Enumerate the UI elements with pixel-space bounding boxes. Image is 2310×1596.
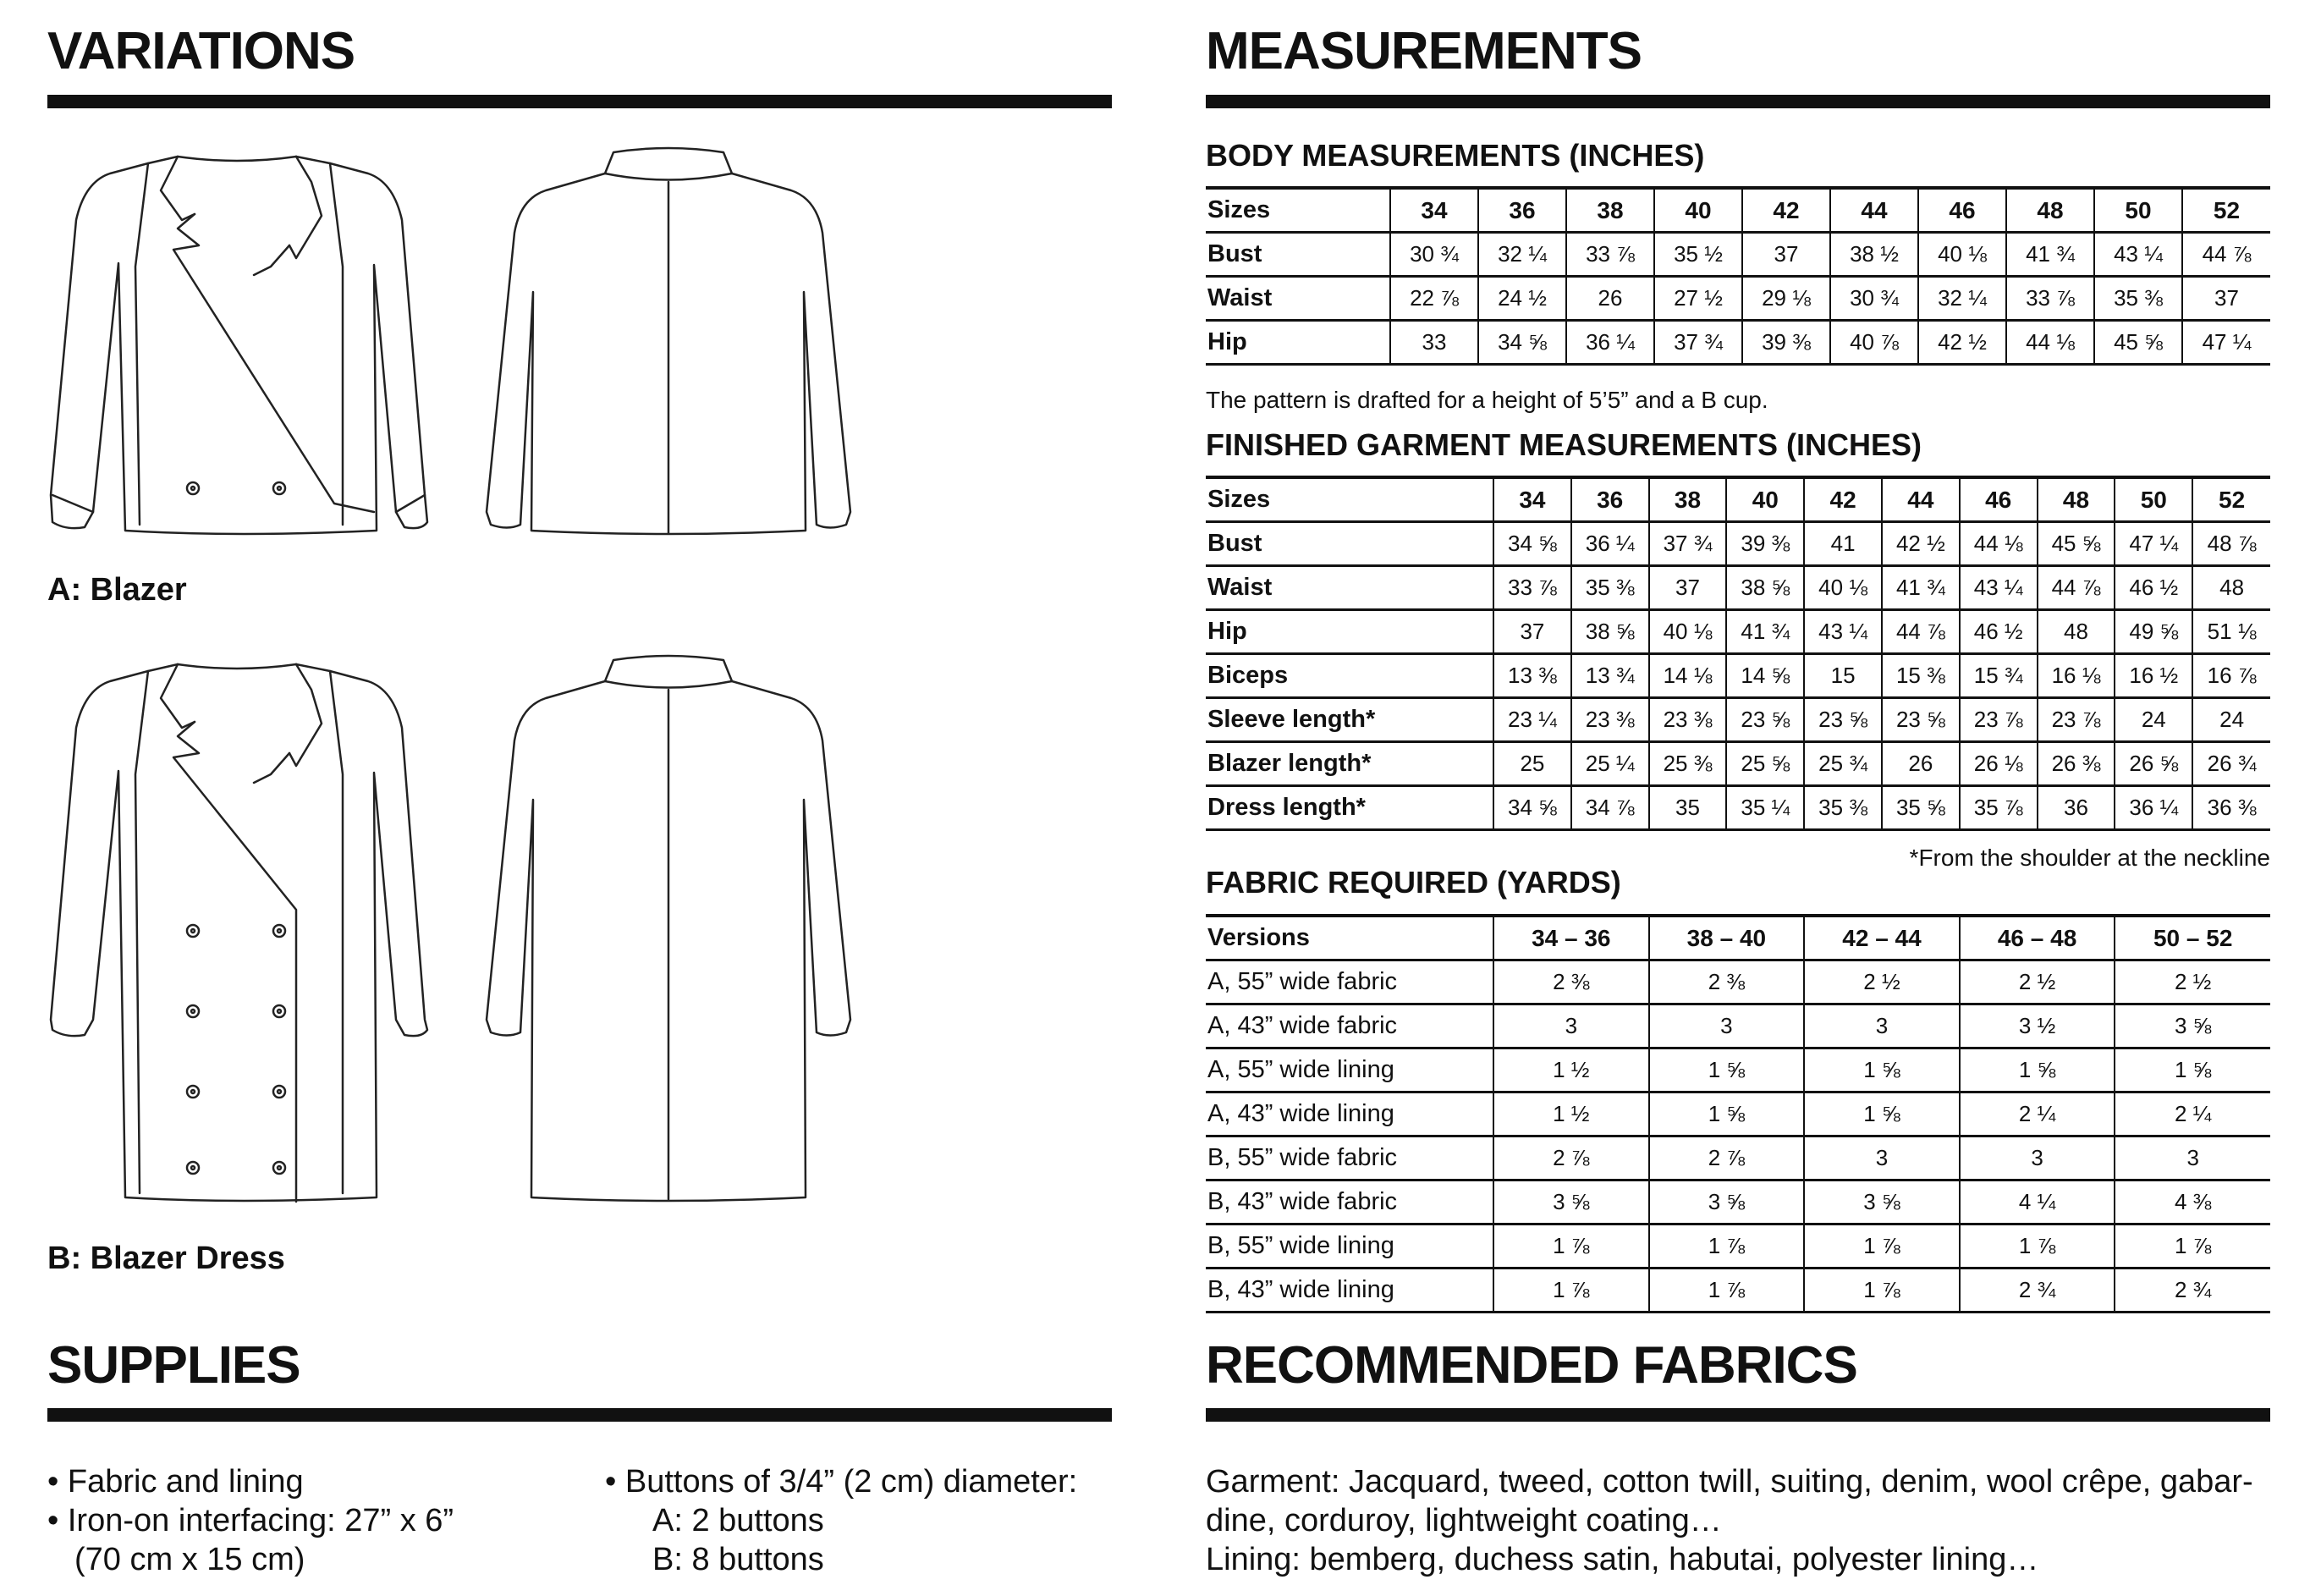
table-cell: 30 ¾	[1830, 277, 1918, 321]
table-cell: 35 ⅞	[1960, 786, 2038, 830]
supply-item: B: 8 buttons	[652, 1542, 824, 1577]
size-range-header: 38 – 40	[1649, 916, 1805, 960]
supply-item: • Fabric and lining	[47, 1464, 304, 1500]
table-cell: 3 ⅝	[2115, 1004, 2270, 1048]
size-range-header: 50 – 52	[2115, 916, 2270, 960]
table-cell: 2 ¾	[1960, 1269, 2115, 1313]
table-cell: 26	[1566, 277, 1654, 321]
table-cell: 1 ⅝	[1804, 1092, 1960, 1136]
table-cell: 43 ¼	[2094, 233, 2182, 277]
table-cell: 25 ¾	[1804, 742, 1882, 786]
table-cell: 1 ⅝	[2115, 1048, 2270, 1092]
table-row	[1206, 477, 2270, 522]
table-cell: 40 ⅛	[1804, 566, 1882, 610]
supply-item: A: 2 buttons	[652, 1503, 824, 1538]
table-cell: 27 ½	[1654, 277, 1742, 321]
table-cell: 13 ¾	[1571, 654, 1649, 698]
table-cell: 44 ⅛	[1960, 522, 2038, 566]
table-cell: 49 ⅝	[2115, 610, 2192, 654]
size-header: 46	[1960, 477, 2038, 522]
table-cell: 36 ¼	[1566, 321, 1654, 365]
size-header: 44	[1830, 188, 1918, 233]
table-cell: 16 ⅞	[2192, 654, 2270, 698]
table-cell: 32 ¼	[1478, 233, 1566, 277]
table-cell: 23 ⅝	[1804, 698, 1882, 742]
table-cell: 42 ½	[1918, 321, 2006, 365]
size-header: 36	[1571, 477, 1649, 522]
row-label: A, 55” wide fabric	[1206, 960, 1493, 1004]
table-cell: 44 ⅞	[1882, 610, 1960, 654]
finished-measurements-table	[1206, 476, 2270, 831]
size-header: 40	[1726, 477, 1804, 522]
table-cell: 36 ¼	[2115, 786, 2192, 830]
table-cell: 1 ⅞	[1493, 1225, 1649, 1269]
table-cell: 1 ⅝	[1649, 1092, 1805, 1136]
table-row	[1206, 1048, 2270, 1092]
table-row	[1206, 1269, 2270, 1313]
table-cell: 42 ½	[1882, 522, 1960, 566]
table-cell: 23 ⅝	[1882, 698, 1960, 742]
table-row	[1206, 566, 2270, 610]
table-cell: 33 ⅞	[1566, 233, 1654, 277]
table-cell: 37 ¾	[1654, 321, 1742, 365]
versions-header-label: Versions	[1206, 916, 1493, 960]
row-label: Dress length*	[1206, 786, 1493, 830]
table-cell: 35 ¼	[1726, 786, 1804, 830]
table-cell: 2 ⅞	[1649, 1136, 1805, 1180]
table-cell: 24	[2192, 698, 2270, 742]
table-cell: 3 ⅝	[1649, 1180, 1805, 1225]
table-row	[1206, 960, 2270, 1004]
table-cell: 2 ½	[2115, 960, 2270, 1004]
fabric-line: dine, corduroy, lightweight coating…	[1206, 1503, 1722, 1538]
table-cell: 15	[1804, 654, 1882, 698]
table-cell: 33 ⅞	[1493, 566, 1571, 610]
table-row	[1206, 1004, 2270, 1048]
table-cell: 35 ⅜	[1571, 566, 1649, 610]
table-cell: 3 ½	[1960, 1004, 2115, 1048]
table-cell: 25 ¼	[1571, 742, 1649, 786]
size-header: 48	[2006, 188, 2094, 233]
table-row	[1206, 610, 2270, 654]
table-cell: 41 ¾	[1726, 610, 1804, 654]
table-cell: 2 ½	[1804, 960, 1960, 1004]
table-cell: 2 ⅞	[1493, 1136, 1649, 1180]
table-cell: 35	[1649, 786, 1727, 830]
table-cell: 26 ¾	[2192, 742, 2270, 786]
row-label: A, 55” wide lining	[1206, 1048, 1493, 1092]
table-cell: 37 ¾	[1649, 522, 1727, 566]
size-range-header: 42 – 44	[1804, 916, 1960, 960]
size-header: 34	[1493, 477, 1571, 522]
table-cell: 41	[1804, 522, 1882, 566]
size-header: 46	[1918, 188, 2006, 233]
table-cell: 37	[1649, 566, 1727, 610]
table-cell: 37	[1493, 610, 1571, 654]
table-cell: 16 ½	[2115, 654, 2192, 698]
table-cell: 2 ¼	[2115, 1092, 2270, 1136]
length-footnote: *From the shoulder at the neckline	[1909, 845, 2270, 871]
table-cell: 1 ⅝	[1804, 1048, 1960, 1092]
table-cell: 2 ¾	[2115, 1269, 2270, 1313]
fabric-line: Garment: Jacquard, tweed, cotton twill, suiting, denim, wool crêpe, gabar-	[1206, 1464, 2253, 1500]
table-row	[1206, 1225, 2270, 1269]
supplies-list-right	[605, 1462, 1077, 1579]
table-cell: 2 ⅜	[1649, 960, 1805, 1004]
size-header: 52	[2192, 477, 2270, 522]
table-cell: 34 ⅝	[1478, 321, 1566, 365]
blazer-dress-front-drawing	[42, 647, 432, 1210]
table-cell: 1 ⅞	[1493, 1269, 1649, 1313]
table-cell: 14 ⅛	[1649, 654, 1727, 698]
recommended-fabrics-heading: RECOMMENDED FABRICS	[1206, 1336, 1857, 1395]
table-row	[1206, 522, 2270, 566]
table-cell: 39 ⅜	[1726, 522, 1804, 566]
table-cell: 2 ½	[1960, 960, 2115, 1004]
table-cell: 3 ⅝	[1493, 1180, 1649, 1225]
table-cell: 26 ⅝	[2115, 742, 2192, 786]
table-cell: 48	[2038, 610, 2115, 654]
table-cell: 3	[1493, 1004, 1649, 1048]
table-cell: 23 ⅜	[1649, 698, 1727, 742]
table-cell: 32 ¼	[1918, 277, 2006, 321]
table-cell: 23 ⅝	[1726, 698, 1804, 742]
table-cell: 23 ⅞	[2038, 698, 2115, 742]
table-cell: 38 ½	[1830, 233, 1918, 277]
table-cell: 25 ⅜	[1649, 742, 1727, 786]
table-row	[1206, 654, 2270, 698]
row-label: Sleeve length*	[1206, 698, 1493, 742]
table-cell: 1 ⅞	[1649, 1269, 1805, 1313]
table-cell: 25	[1493, 742, 1571, 786]
size-header: 50	[2094, 188, 2182, 233]
table-cell: 4 ⅜	[2115, 1180, 2270, 1225]
supply-item: (70 cm x 15 cm)	[74, 1542, 305, 1577]
table-cell: 40 ⅛	[1918, 233, 2006, 277]
table-cell: 26	[1882, 742, 1960, 786]
size-header: 42	[1742, 188, 1830, 233]
table-cell: 48 ⅞	[2192, 522, 2270, 566]
table-cell: 3	[1804, 1004, 1960, 1048]
table-cell: 1 ½	[1493, 1092, 1649, 1136]
recommended-fabrics-text	[1206, 1462, 2253, 1579]
fabric-required-table	[1206, 914, 2270, 1313]
body-measurements-table	[1206, 186, 2270, 366]
table-cell: 45 ⅝	[2094, 321, 2182, 365]
table-cell: 40 ⅛	[1649, 610, 1727, 654]
table-cell: 1 ⅞	[1804, 1269, 1960, 1313]
table-cell: 43 ¼	[1960, 566, 2038, 610]
finished-measurements-title: FINISHED GARMENT MEASUREMENTS (INCHES)	[1206, 427, 1922, 462]
row-label: Waist	[1206, 277, 1390, 321]
table-cell: 44 ⅞	[2038, 566, 2115, 610]
table-cell: 1 ⅞	[1649, 1225, 1805, 1269]
row-label: Biceps	[1206, 654, 1493, 698]
table-cell: 38 ⅝	[1571, 610, 1649, 654]
table-cell: 34 ⅞	[1571, 786, 1649, 830]
size-header: 52	[2182, 188, 2270, 233]
size-range-header: 46 – 48	[1960, 916, 2115, 960]
table-cell: 37	[1742, 233, 1830, 277]
table-cell: 30 ¾	[1390, 233, 1478, 277]
table-cell: 34 ⅝	[1493, 786, 1571, 830]
table-cell: 1 ⅝	[1960, 1048, 2115, 1092]
table-cell: 35 ½	[1654, 233, 1742, 277]
table-row	[1206, 1092, 2270, 1136]
table-cell: 24 ½	[1478, 277, 1566, 321]
table-cell: 1 ⅞	[1804, 1225, 1960, 1269]
table-cell: 24	[2115, 698, 2192, 742]
size-header: 38	[1566, 188, 1654, 233]
table-cell: 1 ⅝	[1649, 1048, 1805, 1092]
table-cell: 26 ⅜	[2038, 742, 2115, 786]
table-cell: 2 ¼	[1960, 1092, 2115, 1136]
size-header: 34	[1390, 188, 1478, 233]
table-row	[1206, 698, 2270, 742]
table-cell: 22 ⅞	[1390, 277, 1478, 321]
table-cell: 29 ⅛	[1742, 277, 1830, 321]
table-cell: 40 ⅞	[1830, 321, 1918, 365]
measurements-heading: MEASUREMENTS	[1206, 22, 1642, 80]
table-row	[1206, 321, 2270, 365]
table-cell: 36	[2038, 786, 2115, 830]
size-header: 48	[2038, 477, 2115, 522]
table-row	[1206, 277, 2270, 321]
table-cell: 48	[2192, 566, 2270, 610]
table-cell: 33	[1390, 321, 1478, 365]
table-cell: 35 ⅝	[1882, 786, 1960, 830]
size-range-header: 34 – 36	[1493, 916, 1649, 960]
row-label: Waist	[1206, 566, 1493, 610]
table-row	[1206, 742, 2270, 786]
table-cell: 41 ¾	[2006, 233, 2094, 277]
blazer-front-drawing	[42, 140, 432, 546]
table-cell: 1 ½	[1493, 1048, 1649, 1092]
supply-item: • Iron-on interfacing: 27” x 6”	[47, 1503, 454, 1538]
blazer-back-drawing	[474, 140, 863, 546]
size-header-label: Sizes	[1206, 188, 1390, 233]
table-cell: 15 ⅜	[1882, 654, 1960, 698]
fabric-required-title: FABRIC REQUIRED (YARDS)	[1206, 865, 1621, 900]
caption-blazer: A: Blazer	[47, 572, 187, 608]
size-header: 40	[1654, 188, 1742, 233]
row-label: Hip	[1206, 610, 1493, 654]
row-label: B, 43” wide lining	[1206, 1269, 1493, 1313]
size-header: 42	[1804, 477, 1882, 522]
table-cell: 4 ¼	[1960, 1180, 2115, 1225]
table-cell: 33 ⅞	[2006, 277, 2094, 321]
fabrics-rule	[1206, 1408, 2270, 1422]
table-cell: 34 ⅝	[1493, 522, 1571, 566]
table-cell: 47 ¼	[2182, 321, 2270, 365]
table-cell: 37	[2182, 277, 2270, 321]
table-row	[1206, 233, 2270, 277]
row-label: Hip	[1206, 321, 1390, 365]
row-label: B, 55” wide fabric	[1206, 1136, 1493, 1180]
table-cell: 46 ½	[1960, 610, 2038, 654]
row-label: Bust	[1206, 522, 1493, 566]
variations-rule	[47, 95, 1112, 108]
blazer-dress-back-drawing	[474, 647, 863, 1210]
supplies-rule	[47, 1408, 1112, 1422]
table-cell: 23 ¼	[1493, 698, 1571, 742]
table-row	[1206, 916, 2270, 960]
row-label: A, 43” wide lining	[1206, 1092, 1493, 1136]
caption-blazer-dress: B: Blazer Dress	[47, 1241, 285, 1276]
table-cell: 3 ⅝	[1804, 1180, 1960, 1225]
table-cell: 3	[1804, 1136, 1960, 1180]
table-cell: 36 ¼	[1571, 522, 1649, 566]
table-cell: 1 ⅞	[1960, 1225, 2115, 1269]
table-cell: 45 ⅝	[2038, 522, 2115, 566]
table-cell: 3	[2115, 1136, 2270, 1180]
body-measurements-title: BODY MEASUREMENTS (INCHES)	[1206, 138, 1705, 173]
row-label: A, 43” wide fabric	[1206, 1004, 1493, 1048]
table-row	[1206, 188, 2270, 233]
table-cell: 25 ⅝	[1726, 742, 1804, 786]
table-cell: 39 ⅜	[1742, 321, 1830, 365]
supplies-list-left	[47, 1462, 454, 1579]
table-cell: 23 ⅜	[1571, 698, 1649, 742]
size-header: 44	[1882, 477, 1960, 522]
table-cell: 35 ⅜	[1804, 786, 1882, 830]
table-row	[1206, 786, 2270, 830]
table-cell: 23 ⅞	[1960, 698, 2038, 742]
table-cell: 44 ⅞	[2182, 233, 2270, 277]
table-cell: 3	[1649, 1004, 1805, 1048]
table-cell: 35 ⅜	[2094, 277, 2182, 321]
size-header: 50	[2115, 477, 2192, 522]
size-header-label: Sizes	[1206, 477, 1493, 522]
table-cell: 15 ¾	[1960, 654, 2038, 698]
table-cell: 36 ⅜	[2192, 786, 2270, 830]
table-cell: 44 ⅛	[2006, 321, 2094, 365]
row-label: Blazer length*	[1206, 742, 1493, 786]
table-cell: 46 ½	[2115, 566, 2192, 610]
pattern-note: The pattern is drafted for a height of 5’5” and a B cup.	[1206, 387, 1768, 413]
row-label: B, 43” wide fabric	[1206, 1180, 1493, 1225]
table-cell: 26 ⅛	[1960, 742, 2038, 786]
table-cell: 16 ⅛	[2038, 654, 2115, 698]
table-cell: 43 ¼	[1804, 610, 1882, 654]
size-header: 36	[1478, 188, 1566, 233]
table-cell: 14 ⅝	[1726, 654, 1804, 698]
size-header: 38	[1649, 477, 1727, 522]
supply-item: • Buttons of 3/4” (2 cm) diameter:	[605, 1464, 1078, 1500]
table-cell: 41 ¾	[1882, 566, 1960, 610]
row-label: Bust	[1206, 233, 1390, 277]
measurements-rule	[1206, 95, 2270, 108]
row-label: B, 55” wide lining	[1206, 1225, 1493, 1269]
fabric-line: Lining: bemberg, duchess satin, habutai, polyester lining…	[1206, 1542, 2039, 1577]
table-cell: 13 ⅜	[1493, 654, 1571, 698]
supplies-heading: SUPPLIES	[47, 1336, 300, 1395]
table-cell: 1 ⅞	[2115, 1225, 2270, 1269]
table-row	[1206, 1136, 2270, 1180]
variations-heading: VARIATIONS	[47, 22, 355, 80]
table-row	[1206, 1180, 2270, 1225]
table-cell: 3	[1960, 1136, 2115, 1180]
table-cell: 2 ⅜	[1493, 960, 1649, 1004]
table-cell: 38 ⅝	[1726, 566, 1804, 610]
table-cell: 47 ¼	[2115, 522, 2192, 566]
table-cell: 51 ⅛	[2192, 610, 2270, 654]
